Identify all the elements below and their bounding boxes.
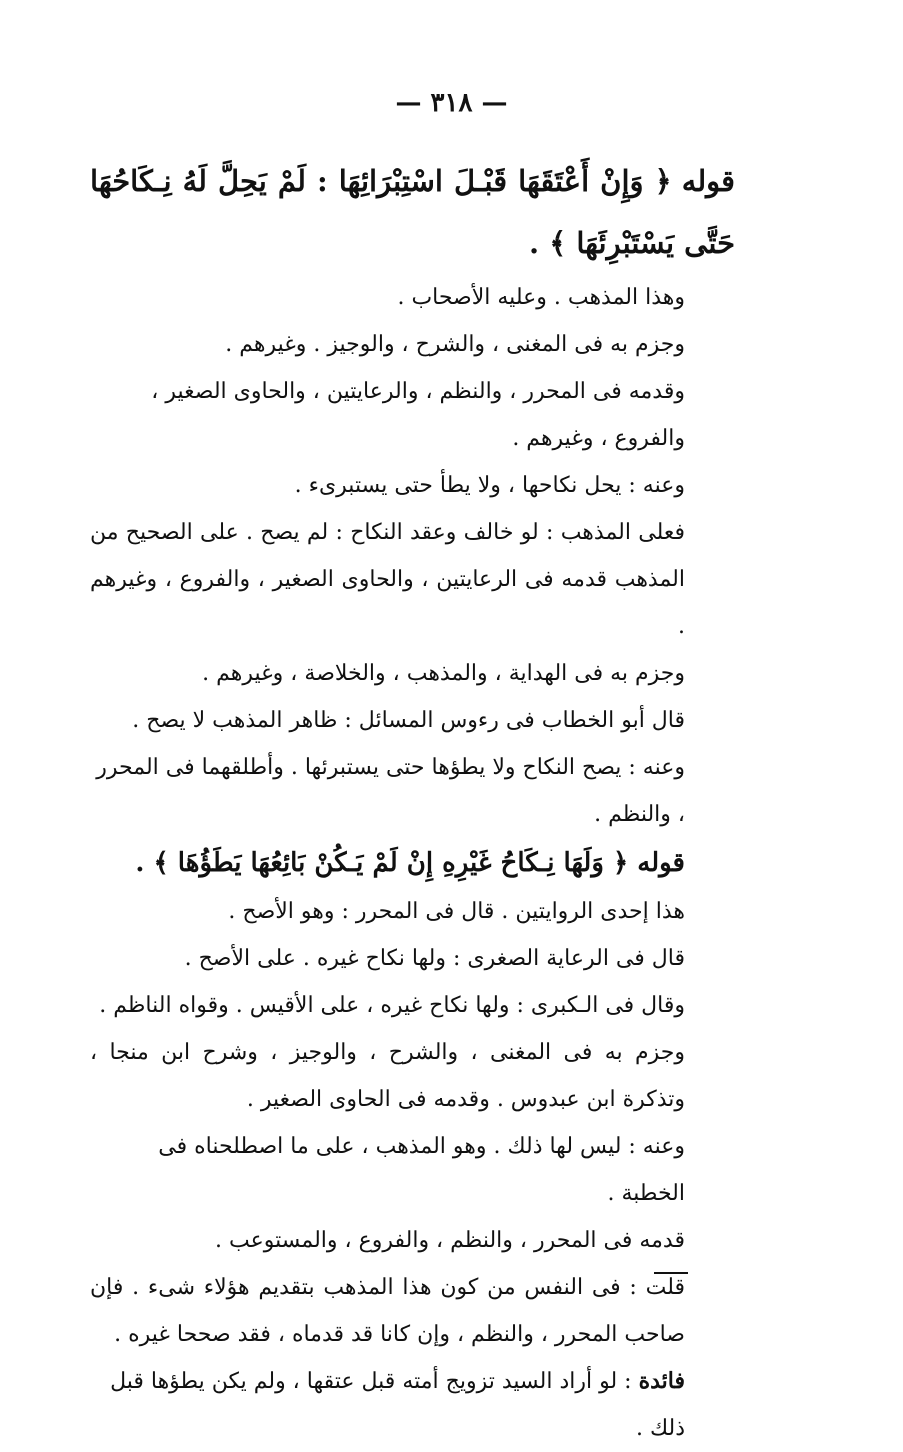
- paragraph: هذا إحدى الروايتين . قال فى المحرر : وهو الأصح .: [228, 899, 685, 924]
- verse-label: قوله: [637, 848, 685, 878]
- paragraph: وهذا المذهب . وعليه الأصحاب .: [397, 285, 685, 310]
- verse-heading: [90, 838, 735, 888]
- verse-text: ﴿ وَلَهَا نِـكَاحُ غَيْرِهِ إِنْ لَمْ يَـكُنْ بَائِعُهَا يَطَؤُهَا ﴾ .: [135, 848, 629, 878]
- paragraph: وعنه : ليس لها ذلك . وهو المذهب ، على ما اصطلحناه فى الخطبة .: [158, 1134, 685, 1206]
- paragraph: وجزم به فى الهداية ، والمذهب ، والخلاصة ، وغيرهم .: [202, 661, 685, 686]
- page-number: — ٣١٨ —: [395, 88, 508, 118]
- paragraph: قال أبو الخطاب فى رءوس المسائل : ظاهر المذهب لا يصح .: [132, 708, 685, 733]
- paragraph: وقدمه فى المحرر ، والنظم ، والرعايتين ، والحاوى الصغير ، والفروع ، وغيرهم .: [151, 379, 685, 451]
- paragraph: فعلى المذهب : لو خالف وعقد النكاح : لم يصح . على الصحيح من المذهب قدمه فى الرعايتين ، والحاوى الصغير ، والفروع ، وغيرهم .: [90, 520, 685, 639]
- paragraph: وعنه : يصح النكاح ولا يطؤها حتى يستبرئها . وأطلقهما فى المحرر ، والنظم .: [96, 755, 685, 827]
- verse-text: ﴿ وَإِنْ أَعْتَقَهَا قَبْـلَ اسْتِبْرَائِهَا : لَمْ يَحِلَّ لَهُ نِـكَاحُهَا حَتَّى يَسْتَبْرِئَهَا ﴾ .: [90, 164, 735, 260]
- paragraph: وقال فى الـكبرى : ولها نكاح غيره ، على الأقيس . وقواه الناظم .: [99, 993, 685, 1018]
- note-label: فائدة: [638, 1368, 685, 1394]
- paragraph: قلت : فى النفس من كون هذا المذهب بتقديم هؤلاء شىء . فإن صاحب المحرر ، والنظم ، وإن كانا قد قدماه ، فقد صححا غيره .: [90, 1275, 685, 1347]
- note-text: : لو أراد السيد تزويج أمته قبل عتقها ، ولم يكن يطؤها قبل ذلك .: [110, 1369, 685, 1441]
- page-body: [90, 150, 735, 1452]
- paragraph: وجزم به فى المغنى ، والشرح ، والوجيز . وغيرهم .: [225, 332, 685, 357]
- paragraph: وجزم به فى المغنى ، والشرح ، والوجيز ، وشرح ابن منجا ، وتذكرة ابن عبدوس . وقدمه فى الحاوى الصغير .: [90, 1040, 685, 1112]
- verse-heading: [90, 150, 735, 274]
- note-paragraph: [90, 1358, 735, 1452]
- footnote-rule: [654, 1272, 688, 1274]
- paragraph: قدمه فى المحرر ، والنظم ، والفروع ، والمستوعب .: [215, 1228, 685, 1253]
- paragraph: قال فى الرعاية الصغرى : ولها نكاح غيره . على الأصح .: [184, 946, 685, 971]
- verse-label: قوله: [681, 164, 736, 198]
- paragraph: وعنه : يحل نكاحها ، ولا يطأ حتى يستبرىء .: [294, 473, 685, 498]
